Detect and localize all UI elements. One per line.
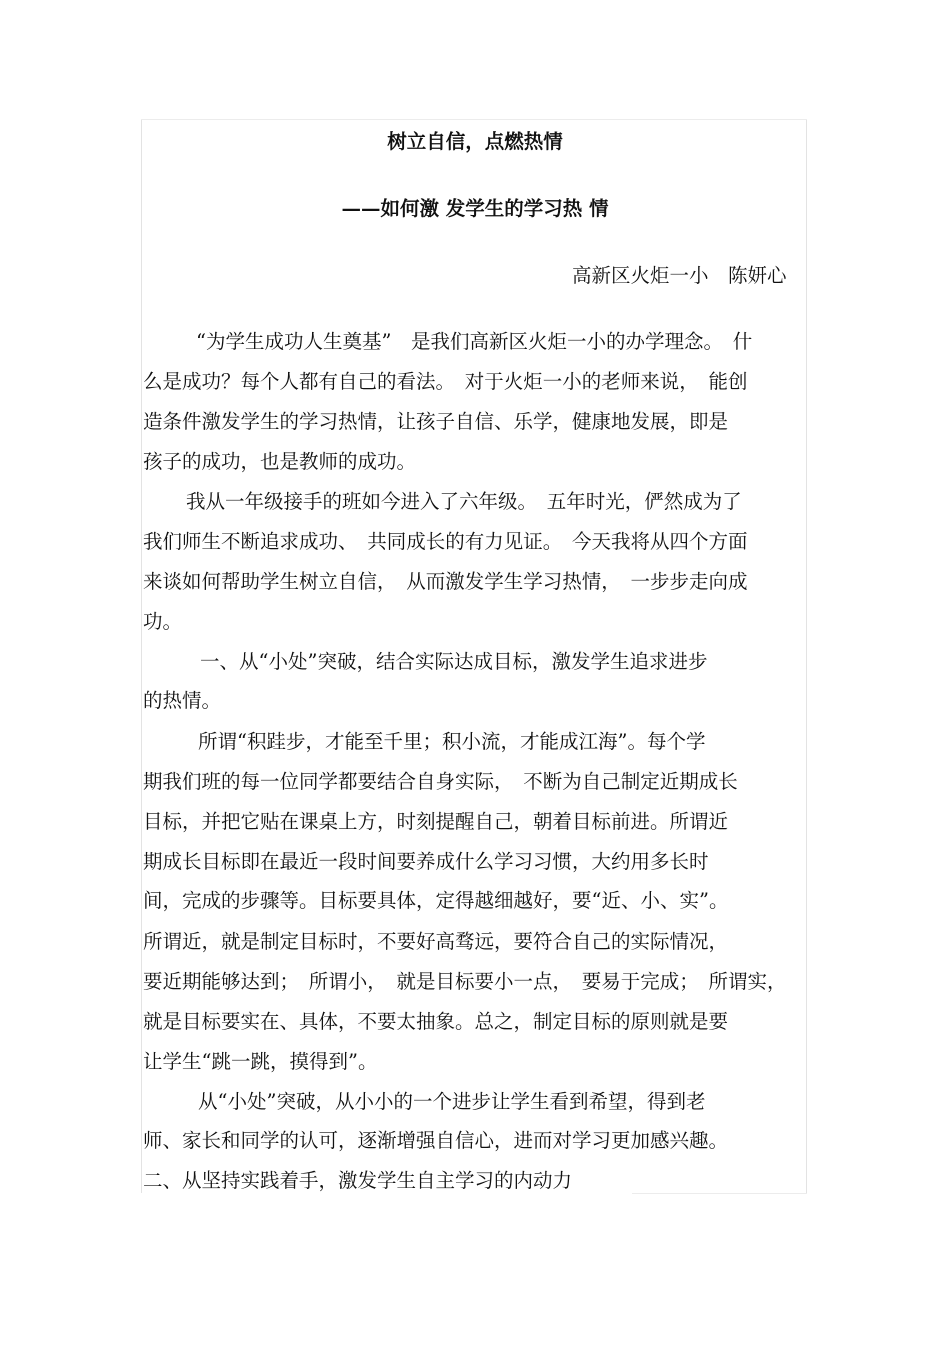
paragraph-line: 从“小处”突破，从小小的一个进步让学生看到希望，得到老 — [198, 1090, 706, 1113]
section-heading-line: 一、从“小处”突破，结合实际达成目标，激发学生追求进步 — [200, 650, 708, 673]
paragraph-line: 来谈如何帮助学生树立自信， 从而激发学生学习热情， 一步步走向成 — [143, 570, 748, 593]
paragraph-line: 造条件激发学生的学习热情，让孩子自信、乐学，健康地发展，即是 — [143, 410, 729, 433]
paragraph-line: 孩子的成功，也是教师的成功。 — [143, 450, 417, 473]
page-frame-left — [141, 120, 142, 1193]
paragraph-line: 间，完成的步骤等。目标要具体，定得越细越好，要“近、小、实”。 — [143, 889, 729, 912]
paragraph-line: 我从一年级接手的班如今进入了六年级。 五年时光，俨然成为了 — [186, 490, 742, 513]
paragraph-line: 师、家长和同学的认可，逐渐增强自信心，进而对学习更加感兴趣。 — [143, 1129, 729, 1152]
paragraph-line: 么是成功？每个人都有自己的看法。 对于火炬一小的老师来说， 能创 — [143, 370, 748, 393]
page-frame-bottom — [632, 1193, 807, 1194]
page-frame-right — [806, 120, 807, 1193]
paragraph-line: 所谓“积跬步，才能至千里；积小流，才能成江海”。每个学 — [198, 730, 706, 753]
paragraph-line: 就是目标要实在、具体，不要太抽象。总之，制定目标的原则就是要 — [143, 1010, 729, 1033]
paragraph-line: 功。 — [143, 610, 183, 633]
paragraph-line: 目标，并把它贴在课桌上方，时刻提醒自己，朝着目标前进。所谓近 — [143, 810, 729, 833]
document-subtitle: ——如何激 发学生的学习热 情 — [341, 197, 609, 220]
page-frame-top — [141, 119, 807, 120]
paragraph-line: 要近期能够达到； 所谓小， 就是目标要小一点， 要易于完成； 所谓实， — [143, 970, 787, 993]
paragraph-line: 期成长目标即在最近一段时间要养成什么学习习惯，大约用多长时 — [143, 850, 709, 873]
document-author: 高新区火炬一小 陈妍心 — [572, 264, 787, 287]
paragraph-line: “为学生成功人生奠基” 是我们高新区火炬一小的办学理念。 什 — [196, 330, 753, 353]
paragraph-line: 所谓近，就是制定目标时，不要好高骛远，要符合自己的实际情况， — [143, 930, 729, 953]
section-heading-line: 的热情。 — [143, 689, 222, 712]
document-title: 树立自信，点燃热情 — [387, 130, 563, 153]
section-heading-line: 二、从坚持实践着手，激发学生自主学习的内动力 — [143, 1169, 573, 1192]
paragraph-line: 让学生“跳一跳，摸得到”。 — [143, 1050, 378, 1073]
paragraph-line: 期我们班的每一位同学都要结合自身实际， 不断为自己制定近期成长 — [143, 770, 738, 793]
paragraph-line: 我们师生不断追求成功、 共同成长的有力见证。 今天我将从四个方面 — [143, 530, 748, 553]
